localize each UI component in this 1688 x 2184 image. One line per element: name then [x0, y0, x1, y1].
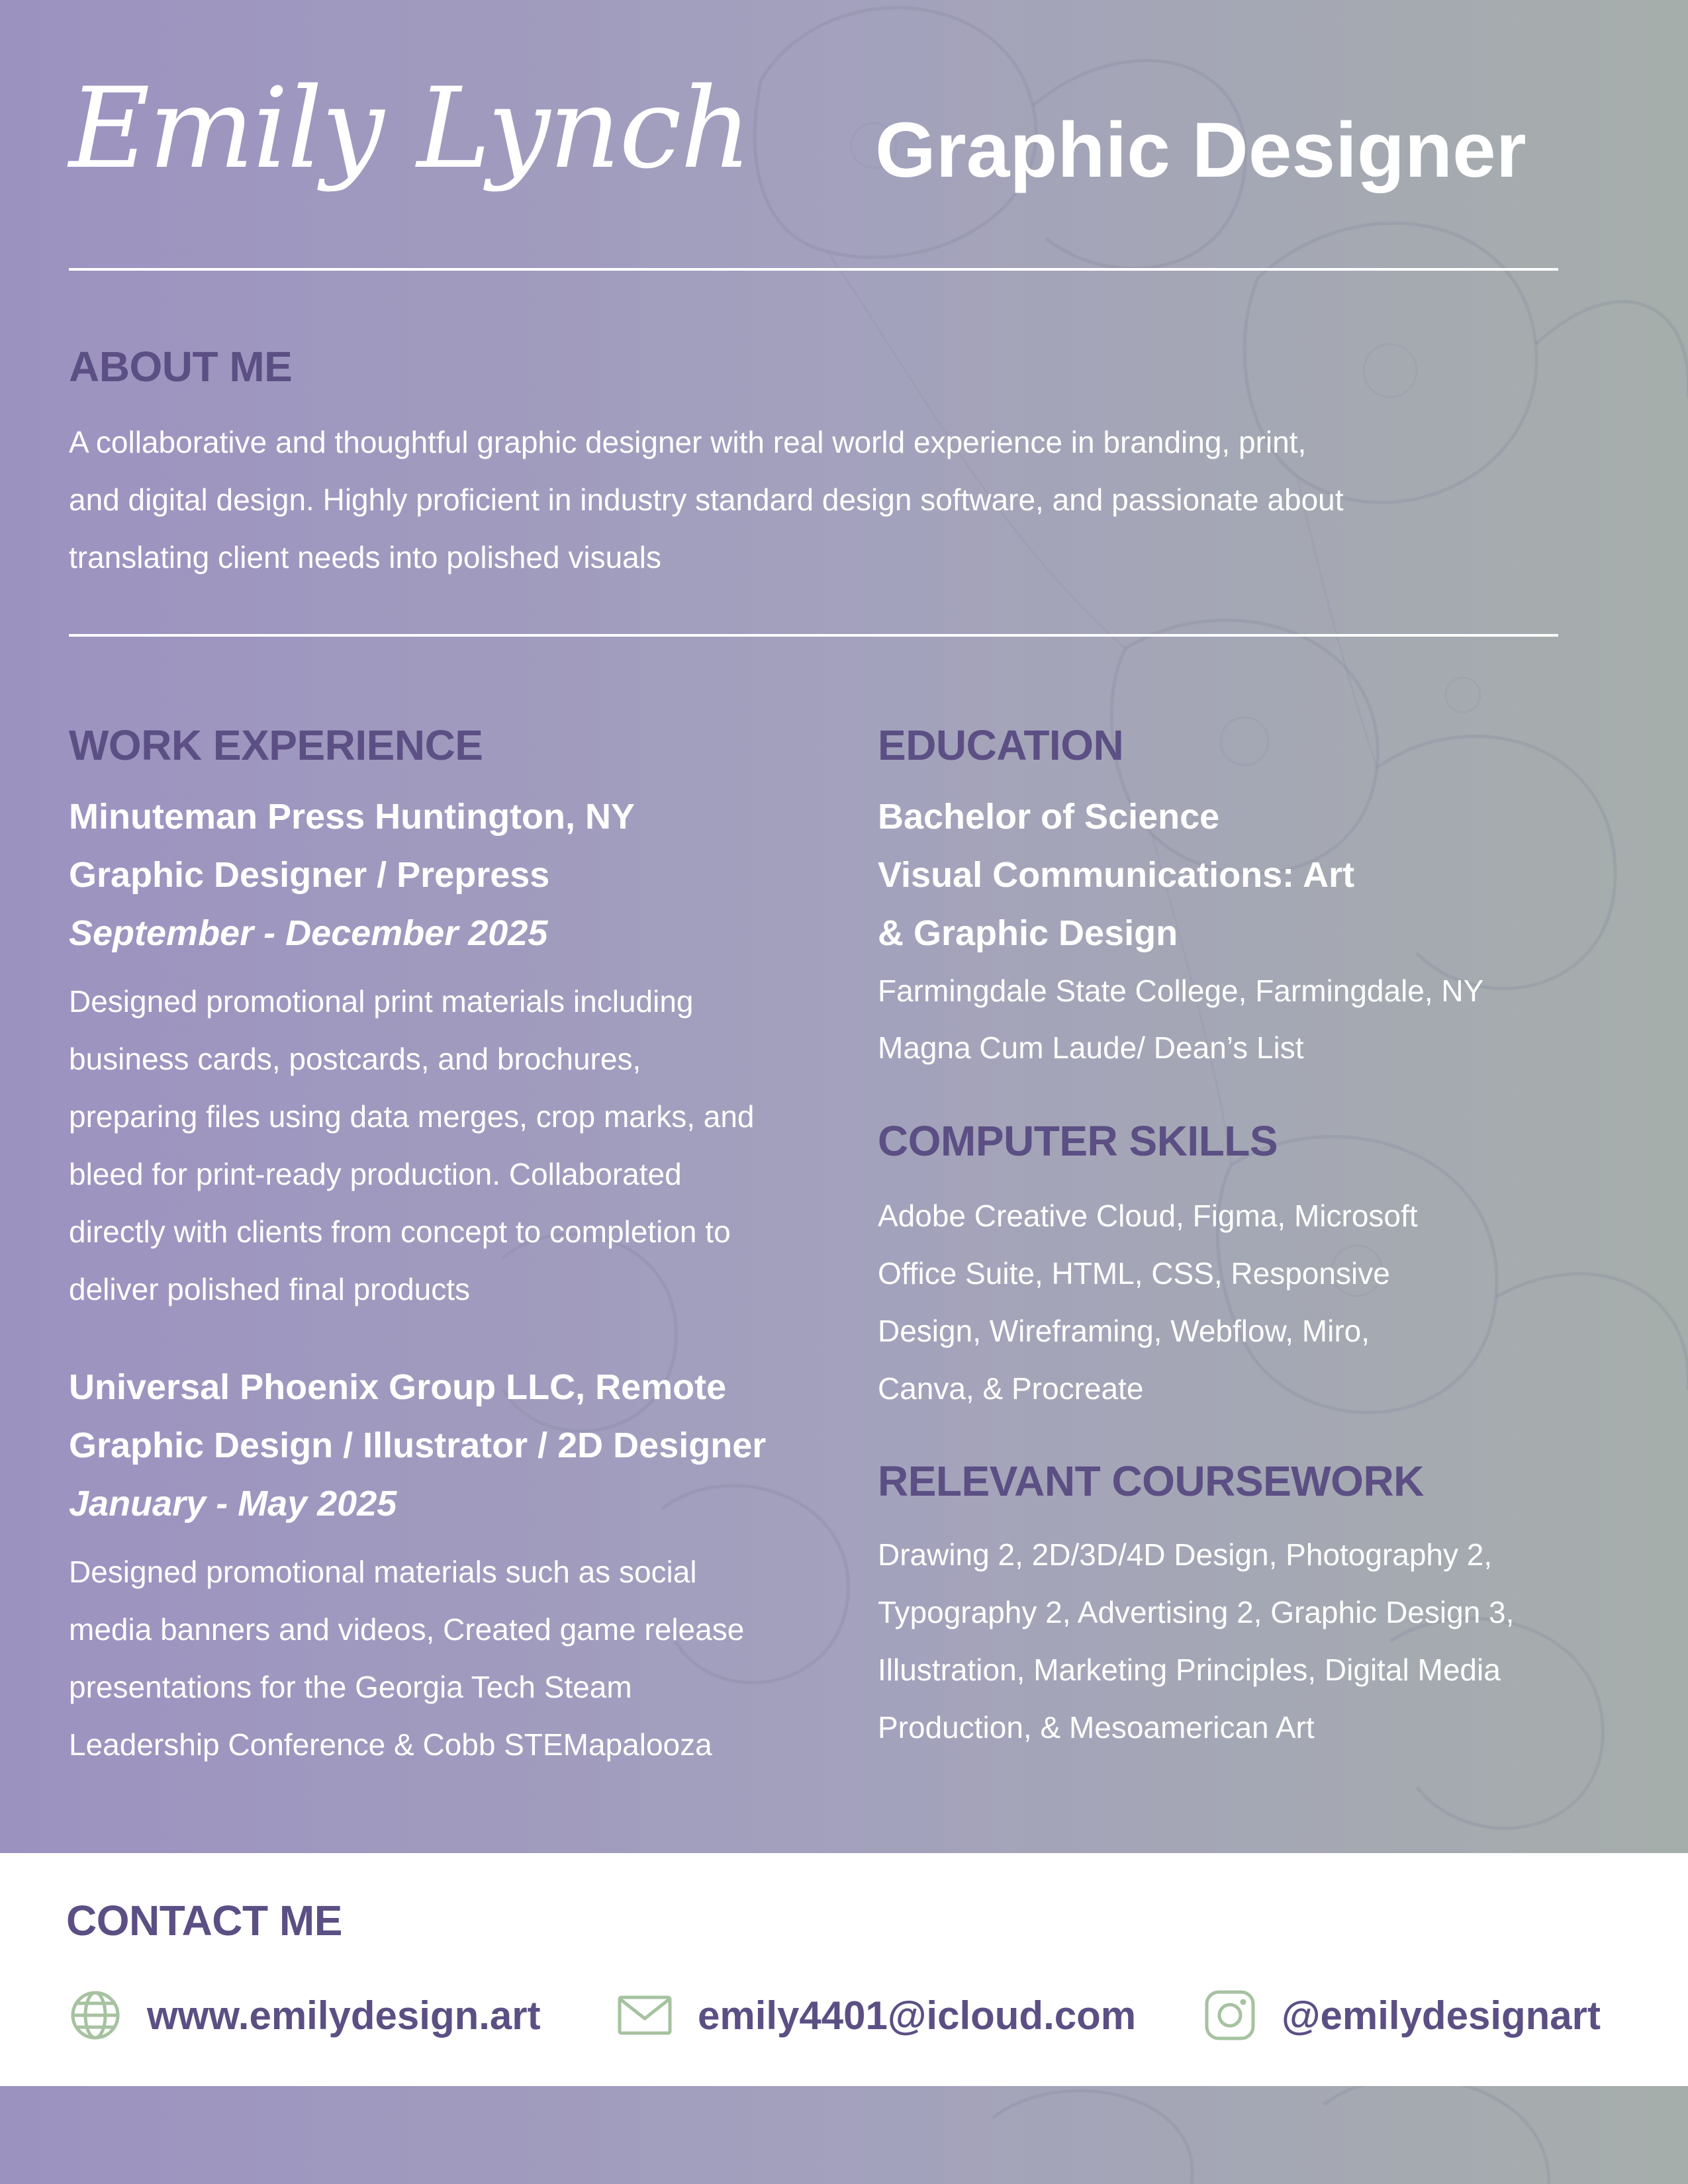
contact-heading: CONTACT ME	[66, 1897, 342, 1944]
skills-line: Adobe Creative Cloud, Figma, Microsoft	[878, 1199, 1418, 1233]
divider-top	[69, 268, 1558, 271]
computer-skills-list	[878, 1187, 1418, 1418]
coursework-line: Production, & Mesoamerican Art	[878, 1710, 1315, 1745]
job-description-line: preparing files using data merges, crop marks, and	[69, 1099, 755, 1134]
job-description-line: bleed for print-ready production. Collaborated	[69, 1157, 682, 1191]
job-description-line: Designed promotional materials such as social	[69, 1555, 697, 1589]
applicant-name: Emily Lynch	[69, 64, 751, 193]
coursework-heading: RELEVANT COURSEWORK	[878, 1457, 1424, 1505]
about-heading: ABOUT ME	[69, 343, 293, 390]
degree-line: & Graphic Design	[878, 913, 1178, 953]
contact-section	[0, 1853, 1688, 2086]
school-name: Farmingdale State College, Farmingdale, NY	[878, 974, 1484, 1008]
mail-icon	[617, 1992, 673, 2038]
instagram-icon	[1203, 1989, 1256, 2042]
skills-line: Office Suite, HTML, CSS, Responsive	[878, 1256, 1390, 1291]
divider-middle	[69, 634, 1558, 637]
website-link[interactable]	[69, 1985, 541, 2045]
honors: Magna Cum Laude/ Dean’s List	[878, 1030, 1304, 1065]
degree-line: Bachelor of Science	[878, 797, 1220, 837]
email-link[interactable]	[617, 1985, 1136, 2045]
job-description-line: business cards, postcards, and brochures,	[69, 1042, 641, 1076]
coursework-line: Drawing 2, 2D/3D/4D Design, Photography 2,	[878, 1537, 1493, 1572]
about-line: and digital design. Highly proficient in industry standard design software, and passionate about	[69, 482, 1344, 517]
website-text[interactable]: www.emilydesign.art	[147, 1993, 541, 2038]
job-description	[69, 1543, 766, 1774]
about-text	[69, 414, 1591, 586]
education-heading: EDUCATION	[878, 721, 1124, 769]
job-description-line: media banners and videos, Created game release	[69, 1612, 745, 1647]
job-dates: September - December 2025	[69, 913, 548, 953]
job-role: Graphic Designer / Prepress	[69, 855, 550, 895]
job-company: Minuteman Press Huntington, NY	[69, 797, 635, 837]
coursework-line: Illustration, Marketing Principles, Digital Media	[878, 1653, 1501, 1687]
job-role: Graphic Design / Illustrator / 2D Designer	[69, 1426, 767, 1465]
coursework-list	[878, 1526, 1514, 1756]
instagram-link[interactable]	[1203, 1985, 1601, 2045]
about-line: A collaborative and thoughtful graphic designer with real world experience in branding, print,	[69, 425, 1307, 459]
instagram-text[interactable]: @emilydesignart	[1282, 1993, 1601, 2038]
email-text[interactable]: emily4401@icloud.com	[698, 1993, 1137, 2038]
job-dates: January - May 2025	[69, 1484, 397, 1524]
coursework-line: Typography 2, Advertising 2, Graphic Design 3,	[878, 1595, 1515, 1629]
job-entry-1	[69, 788, 755, 1318]
about-line: translating client needs into polished visuals	[69, 540, 661, 574]
job-company: Universal Phoenix Group LLC, Remote	[69, 1367, 727, 1407]
job-description-line: deliver polished final products	[69, 1272, 471, 1306]
job-description-line: directly with clients from concept to completion to	[69, 1214, 731, 1249]
computer-skills-heading: COMPUTER SKILLS	[878, 1117, 1278, 1165]
globe-icon	[69, 1989, 122, 2042]
job-entry-2	[69, 1358, 766, 1774]
job-title: Graphic Designer	[875, 107, 1526, 194]
job-description-line: presentations for the Georgia Tech Steam	[69, 1670, 632, 1704]
job-description-line: Designed promotional print materials including	[69, 984, 694, 1019]
work-experience-heading: WORK EXPERIENCE	[69, 721, 483, 769]
job-description-line: Leadership Conference & Cobb STEMapalooza	[69, 1727, 712, 1762]
degree-line: Visual Communications: Art	[878, 855, 1355, 895]
skills-line: Design, Wireframing, Webflow, Miro,	[878, 1314, 1370, 1348]
skills-line: Canva, & Procreate	[878, 1371, 1144, 1406]
job-description	[69, 973, 755, 1318]
education-entry	[878, 788, 1483, 1076]
